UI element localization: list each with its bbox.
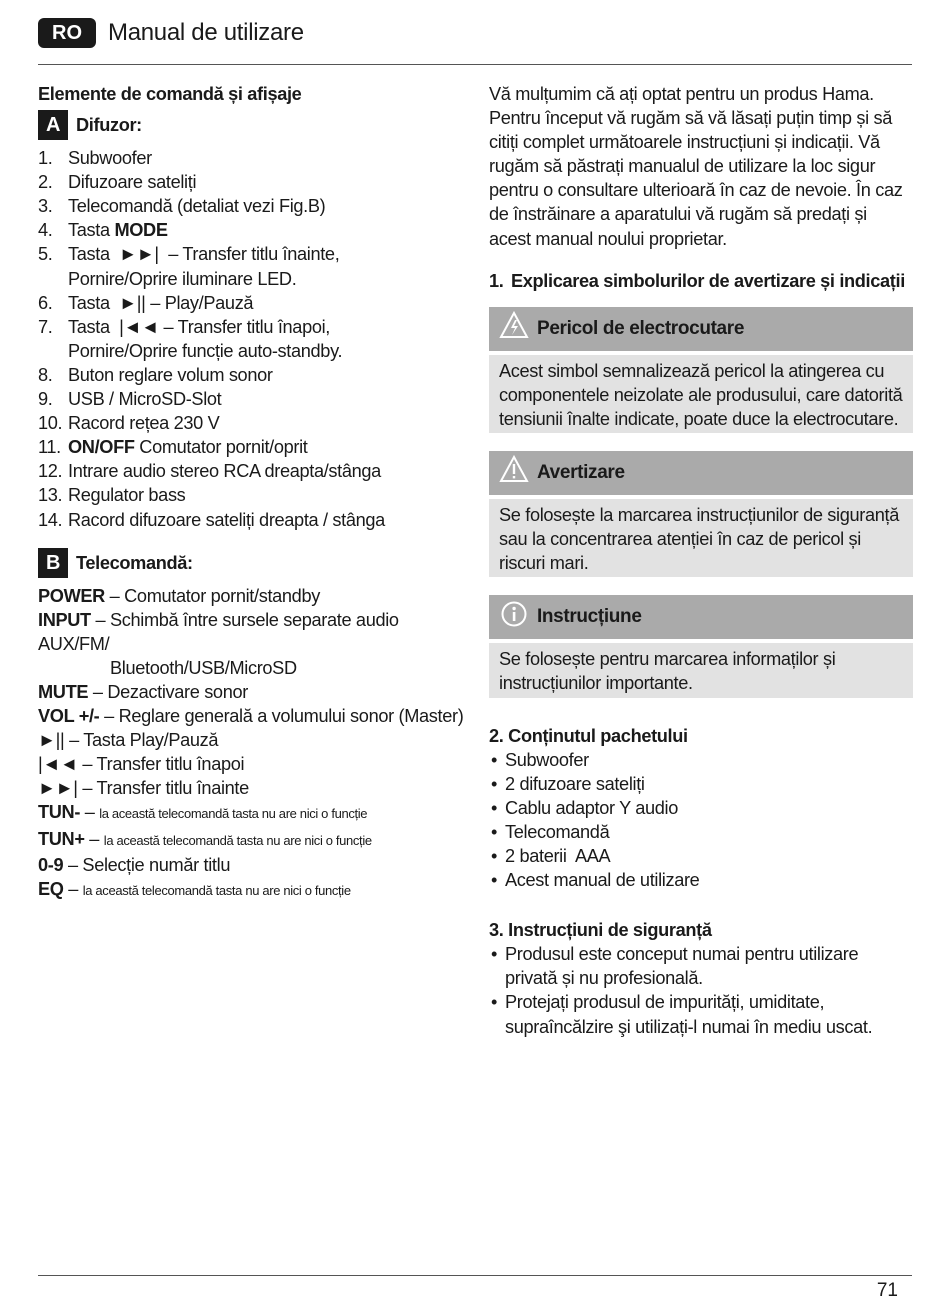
remote-key-row bbox=[38, 776, 470, 800]
item-text: Subwoofer bbox=[68, 148, 152, 169]
remote-key-name: EQ bbox=[38, 878, 64, 899]
item-number: 2. bbox=[38, 172, 53, 193]
section-3-title: 3. Instrucțiuni de siguranță bbox=[489, 920, 712, 941]
remote-key-dash: – bbox=[63, 854, 83, 875]
header-rule bbox=[38, 64, 912, 65]
section-b-tag: B bbox=[38, 548, 68, 578]
item-number: 6. bbox=[38, 292, 53, 313]
item-number: 11. bbox=[38, 437, 61, 458]
page-number: 71 bbox=[876, 1280, 898, 1301]
remote-key-row bbox=[38, 827, 470, 853]
remote-key-note: la această telecomandă tasta nu are nici o funcție bbox=[103, 832, 372, 848]
next-track-symbol: ►►| – bbox=[38, 778, 97, 799]
remote-key-name: INPUT bbox=[38, 609, 91, 630]
item-number: 8. bbox=[38, 364, 53, 385]
info-icon bbox=[499, 600, 537, 635]
right-column bbox=[489, 82, 913, 1039]
remote-key-dash: – bbox=[104, 585, 125, 606]
remote-key-row bbox=[38, 680, 470, 704]
remote-key-row bbox=[38, 752, 470, 776]
list-item bbox=[38, 170, 470, 194]
remote-key-dash: – bbox=[99, 706, 119, 727]
remote-key-name: MUTE bbox=[38, 681, 89, 702]
list-item bbox=[38, 194, 470, 218]
package-contents-list bbox=[489, 748, 913, 893]
remote-key-desc-cont: Bluetooth/USB/MicroSD bbox=[110, 657, 297, 678]
electric-hazard-icon bbox=[499, 311, 537, 346]
item-text-line2: Pornire/Oprire iluminare LED. bbox=[68, 268, 297, 289]
remote-key-desc: Comutator pornit/standby bbox=[124, 585, 320, 606]
intro-paragraph: Vă mulțumim că ați optat pentru un produs Hama. Pentru început vă rugăm să vă lăsați puțin timp și să citiți complet următoarele instrucțiuni și indicații. Vă rugăm să păstrați manualul de utilizare la loc sigur pentru o consultare ulterioară în caz de nevoie. În caz de înstrăinare a aparatului vă rugăm să predați și acest manual noului proprietar. bbox=[489, 84, 903, 249]
item-text bbox=[68, 218, 470, 242]
remote-key-row bbox=[38, 800, 470, 826]
remote-key-desc: Selecție număr titlu bbox=[82, 854, 231, 875]
section-1-number: 1. bbox=[489, 270, 504, 291]
item-text: USB / MicroSD-Slot bbox=[68, 389, 222, 410]
item-text: Tasta ►|| – Play/Pauză bbox=[68, 292, 254, 313]
warning-box bbox=[489, 451, 913, 577]
list-item-text: 2 difuzoare sateliți bbox=[505, 773, 645, 794]
section-1-heading bbox=[489, 269, 913, 293]
list-item bbox=[38, 387, 470, 411]
list-item: • Cablu adaptor Y audio bbox=[489, 796, 913, 820]
remote-key-dash: – bbox=[88, 681, 108, 702]
remote-key-row bbox=[38, 608, 470, 680]
list-item-text: Produsul este conceput numai pentru utilizare privată și nu profesională. bbox=[505, 944, 859, 989]
item-text-line2: Pornire/Oprire funcție auto-standby. bbox=[68, 340, 343, 361]
remote-key-dash: – bbox=[90, 609, 110, 630]
list-item-text: Telecomandă bbox=[505, 821, 610, 842]
box-header bbox=[489, 595, 913, 639]
remote-key-desc: Dezactivare sonor bbox=[107, 681, 248, 702]
electric-hazard-box bbox=[489, 307, 913, 433]
remote-key-desc: Transfer titlu înapoi bbox=[96, 754, 245, 775]
remote-keys-list bbox=[38, 584, 470, 903]
remote-key-row bbox=[38, 704, 470, 728]
item-number: 4. bbox=[38, 220, 53, 241]
item-text: Regulator bass bbox=[68, 485, 186, 506]
remote-key-note: la această telecomandă tasta nu are nici o funcție bbox=[82, 882, 351, 898]
list-item bbox=[38, 483, 470, 507]
list-item: • Produsul este conceput numai pentru utilizare privată și nu profesională. bbox=[489, 942, 913, 990]
item-text bbox=[68, 242, 470, 290]
on-off-key-label: ON/OFF bbox=[68, 437, 135, 458]
item-text: Buton reglare volum sonor bbox=[68, 364, 273, 385]
remote-key-name: TUN+ bbox=[38, 828, 85, 849]
list-item-text: Subwoofer bbox=[505, 749, 589, 770]
page-header bbox=[38, 18, 304, 48]
remote-key-dash: – bbox=[63, 878, 83, 899]
list-item: • Telecomandă bbox=[489, 820, 913, 844]
item-text-prefix: Tasta bbox=[68, 220, 115, 241]
item-text: Racord difuzoare sateliți dreapta / stânga bbox=[68, 509, 385, 530]
list-item bbox=[38, 411, 470, 435]
item-number: 12. bbox=[38, 461, 63, 482]
section-b-heading bbox=[38, 548, 470, 578]
footer-rule bbox=[38, 1275, 912, 1276]
remote-key-name: VOL +/- bbox=[38, 706, 100, 727]
remote-key-name: POWER bbox=[38, 585, 105, 606]
section-a-tag: A bbox=[38, 110, 68, 140]
section-b-label: Telecomandă: bbox=[76, 552, 193, 573]
list-item-text: Protejați produsul de impurități, umiditate, supraîncălzire şi utilizați-l numai în mediu uscat. bbox=[505, 992, 873, 1037]
box-title: Pericol de electrocutare bbox=[537, 317, 745, 339]
item-number: 9. bbox=[38, 389, 53, 410]
remote-key-desc: Transfer titlu înainte bbox=[96, 778, 249, 799]
speaker-items-list bbox=[38, 146, 470, 532]
safety-list bbox=[489, 942, 913, 1038]
item-number: 5. bbox=[38, 244, 53, 265]
box-title: Instrucțiune bbox=[537, 606, 642, 628]
item-text: Telecomandă (detaliat vezi Fig.B) bbox=[68, 196, 326, 217]
item-number: 1. bbox=[38, 148, 53, 169]
item-number: 14. bbox=[38, 509, 63, 530]
language-badge: RO bbox=[38, 18, 96, 48]
box-body: Acest simbol semnalizează pericol la atingerea cu componentele neizolate ale produsului, care datorită tensiunii înalte indicate, poate duce la electrocutare. bbox=[489, 355, 913, 433]
previous-track-symbol: |◄◄ – bbox=[38, 754, 97, 775]
section-a-label: Difuzor: bbox=[76, 115, 142, 136]
list-item bbox=[38, 435, 470, 459]
remote-key-dash: – bbox=[84, 828, 104, 849]
item-number: 7. bbox=[38, 316, 53, 337]
item-text-suffix: Comutator pornit/oprit bbox=[134, 437, 308, 458]
section-2-title: 2. Conținutul pachetului bbox=[489, 725, 688, 746]
remote-key-desc: Tasta Play/Pauză bbox=[83, 730, 219, 751]
list-item: • Protejați produsul de impurități, umiditate, supraîncălzire şi utilizați-l numai în mediu uscat. bbox=[489, 990, 913, 1038]
remote-key-row bbox=[38, 853, 470, 877]
list-item bbox=[38, 291, 470, 315]
list-item: • 2 baterii AAA bbox=[489, 844, 913, 868]
remote-key-desc: Schimbă între sursele separate audio AUX/FM/ bbox=[38, 609, 399, 654]
box-header bbox=[489, 451, 913, 495]
list-item-text: Acest manual de utilizare bbox=[505, 870, 700, 891]
item-number: 3. bbox=[38, 196, 53, 217]
mode-key-label: MODE bbox=[114, 220, 168, 241]
list-item bbox=[38, 146, 470, 170]
info-box bbox=[489, 595, 913, 697]
item-text-line1: Tasta |◄◄ – Transfer titlu înapoi, bbox=[68, 316, 330, 337]
list-item bbox=[38, 242, 470, 290]
left-column bbox=[38, 82, 470, 903]
list-item bbox=[38, 315, 470, 363]
box-body: Se folosește pentru marcarea informaților și instrucțiunilor importante. bbox=[489, 643, 913, 697]
item-text bbox=[68, 435, 470, 459]
list-item bbox=[38, 508, 470, 532]
list-item: • Subwoofer bbox=[489, 748, 913, 772]
remote-key-row bbox=[38, 877, 470, 903]
item-number: 13. bbox=[38, 485, 63, 506]
remote-key-name: TUN- bbox=[38, 802, 81, 823]
list-item bbox=[38, 459, 470, 483]
controls-section-title: Elemente de comandă și afișaje bbox=[38, 84, 302, 104]
item-number: 10. bbox=[38, 413, 63, 434]
box-header bbox=[489, 307, 913, 351]
remote-key-row bbox=[38, 728, 470, 752]
item-text bbox=[68, 315, 470, 363]
section-1-title: Explicarea simbolurilor de avertizare și indicații bbox=[511, 270, 905, 291]
list-item: • 2 difuzoare sateliți bbox=[489, 772, 913, 796]
remote-key-note: la această telecomandă tasta nu are nici o funcție bbox=[99, 806, 368, 822]
document-title: Manual de utilizare bbox=[108, 19, 304, 46]
list-item-text: 2 baterii AAA bbox=[505, 845, 611, 866]
play-pause-symbol: ►|| – bbox=[38, 730, 84, 751]
list-item: • Acest manual de utilizare bbox=[489, 868, 913, 892]
warning-icon bbox=[499, 455, 537, 490]
remote-key-dash: – bbox=[80, 802, 100, 823]
box-title: Avertizare bbox=[537, 461, 625, 483]
item-text-line1: Tasta ►►| – Transfer titlu înainte, bbox=[68, 244, 340, 265]
item-text: Difuzoare sateliți bbox=[68, 172, 197, 193]
item-text: Racord rețea 230 V bbox=[68, 413, 220, 434]
list-item bbox=[38, 363, 470, 387]
remote-key-row bbox=[38, 584, 470, 608]
remote-key-desc: Reglare generală a volumului sonor (Master) bbox=[118, 706, 464, 727]
section-a-heading bbox=[38, 110, 470, 140]
list-item-text: Cablu adaptor Y audio bbox=[505, 797, 678, 818]
list-item bbox=[38, 218, 470, 242]
remote-key-name: 0-9 bbox=[38, 854, 64, 875]
item-text: Intrare audio stereo RCA dreapta/stânga bbox=[68, 461, 381, 482]
box-body: Se folosește la marcarea instrucțiunilor de siguranță sau la concentrarea atenției în caz de pericol și riscuri mari. bbox=[489, 499, 913, 577]
